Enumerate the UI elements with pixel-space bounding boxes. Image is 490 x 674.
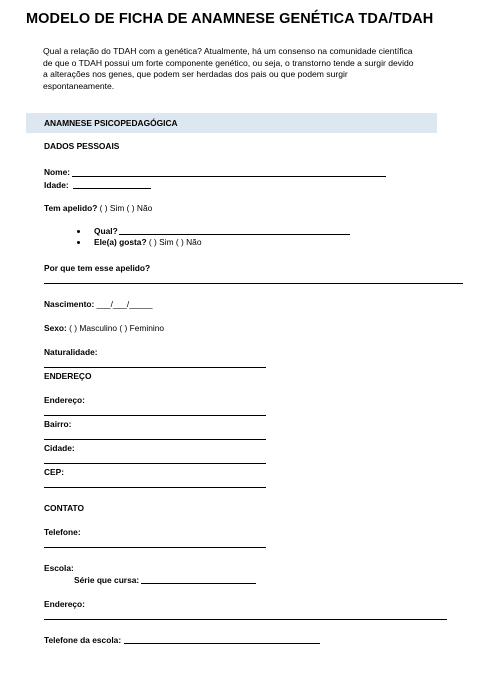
dados-pessoais-heading: DADOS PESSOAIS [44, 141, 120, 151]
intro-paragraph [43, 46, 463, 92]
por-que-field-line[interactable] [44, 283, 463, 284]
bullet-icon [77, 230, 80, 233]
cidade-field-line[interactable] [44, 463, 266, 464]
endereco2-label: Endereço: [44, 599, 85, 609]
serie-label: Série que cursa: [74, 575, 140, 585]
intro-line: de que o TDAH possui um forte componente genético, ou seja, o transtorno tende a surgir devido [43, 57, 414, 68]
nascimento-field[interactable]: ___/___/_____ [94, 299, 153, 309]
endereco2-field-line[interactable] [44, 619, 447, 620]
idade-label: Idade: [44, 180, 69, 190]
intro-line: espontaneamente. [43, 80, 115, 91]
bullet-icon [77, 241, 80, 244]
intro-line: Qual a relação do TDAH com a genética? Atualmente, há um consenso na comunidade científica [43, 46, 413, 56]
gosta-row [94, 237, 202, 247]
nascimento-row [44, 299, 152, 309]
section-title: ANAMNESE PSICOPEDAGÓGICA [44, 118, 178, 128]
qual-label: Qual? [94, 226, 118, 236]
cep-field-line[interactable] [44, 487, 266, 488]
por-que-label: Por que tem esse apelido? [44, 263, 151, 273]
endereco-label: Endereço: [44, 395, 85, 405]
telefone-label: Telefone: [44, 527, 81, 537]
endereco-field-line[interactable] [44, 415, 266, 416]
intro-line: a alterações nos genes, que podem ser herdadas dos pais ou que podem surgir [43, 69, 348, 80]
document-title: MODELO DE FICHA DE ANAMNESE GENÉTICA TDA/TDAH [26, 11, 434, 27]
escola-label: Escola: [44, 563, 74, 573]
gosta-options[interactable]: ( ) Sim ( ) Não [146, 237, 202, 247]
apelido-label: Tem apelido? [44, 203, 98, 213]
contato-heading: CONTATO [44, 503, 85, 513]
cidade-label: Cidade: [44, 443, 75, 453]
nome-label: Nome: [44, 167, 71, 177]
gosta-label: Ele(a) gosta? [94, 237, 147, 247]
telefone-escola-field-line[interactable] [124, 643, 320, 644]
qual-field-line[interactable] [119, 234, 350, 235]
sexo-options[interactable]: ( ) Masculino ( ) Feminino [66, 323, 165, 333]
telefone-escola-label: Telefone da escola: [44, 635, 122, 645]
section-header-bar [26, 113, 437, 133]
bairro-field-line[interactable] [44, 439, 266, 440]
bairro-label: Bairro: [44, 419, 72, 429]
nascimento-label: Nascimento: [44, 299, 95, 309]
naturalidade-field-line[interactable] [44, 367, 266, 368]
serie-field-line[interactable] [141, 583, 256, 584]
naturalidade-label: Naturalidade: [44, 347, 98, 357]
sexo-row [44, 323, 164, 333]
sexo-label: Sexo: [44, 323, 67, 333]
endereco-heading: ENDEREÇO [44, 371, 92, 381]
nome-field-line[interactable] [72, 176, 386, 177]
apelido-options[interactable]: ( ) Sim ( ) Não [97, 203, 153, 213]
idade-field-line[interactable] [73, 188, 151, 189]
telefone-field-line[interactable] [44, 547, 266, 548]
apelido-row [44, 203, 152, 213]
cep-label: CEP: [44, 467, 65, 477]
